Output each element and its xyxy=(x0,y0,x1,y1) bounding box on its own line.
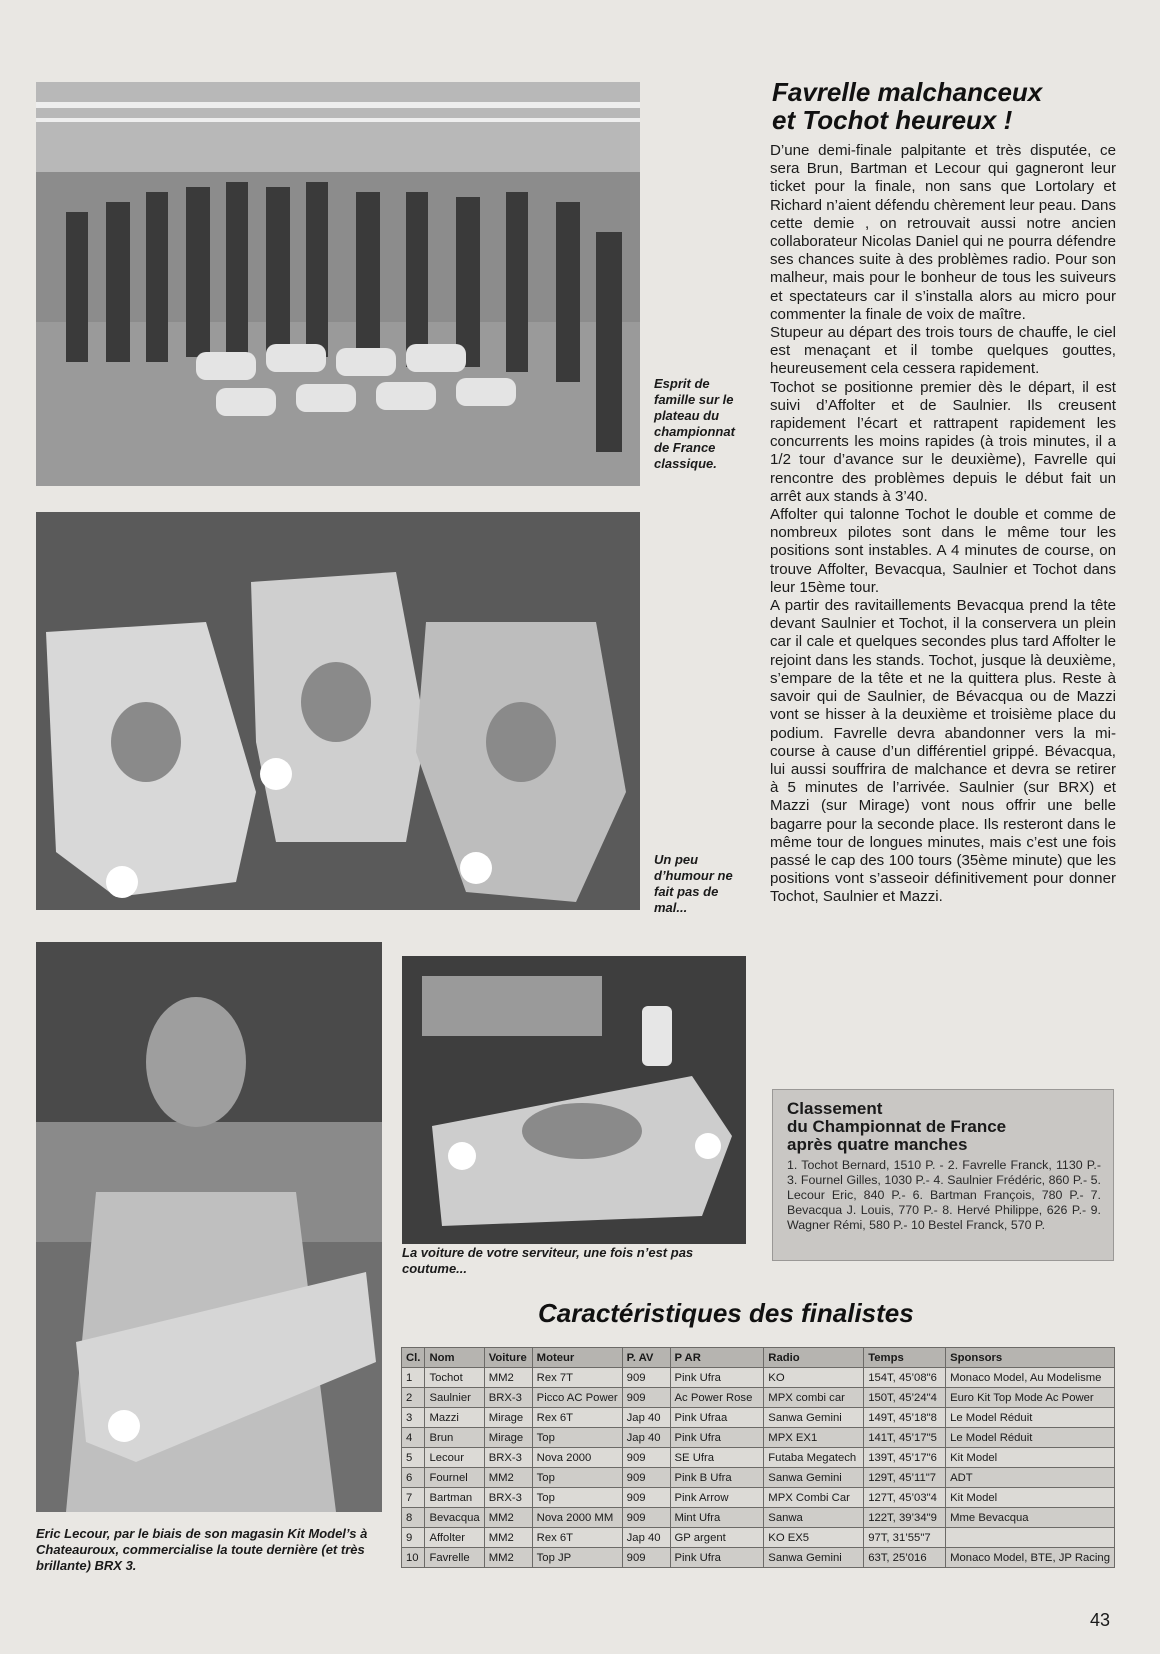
table-cell: Kit Model xyxy=(946,1448,1115,1468)
table-cell: 5 xyxy=(402,1448,425,1468)
table-cell xyxy=(946,1528,1115,1548)
article-paragraph: A partir des ravitaillements Bevacqua prend la tête devant Saulnier et Tochot, il la conservera un plein car il cale et quelques secondes plus tard Affolter le rejoint dans les stands. Tochot, jusque là deuxième, s’empare de la tête et ne la quittera plus. Reste à savoir qui de Saulnier, de Bévacqua ou de Mazzi vont se hisser à la deuxième et troisième place du podium. Favrelle devra abandonner vers la mi-course à cause d’un différentiel grippé. Bévacqua, lui aussi souffrira de malchance et devra se retirer à 5 minutes de l’arrivée. Saulnier (sur BRX) et Mazzi (sur Mirage) vont nous offrir une belle bagarre pour la seconde place. Ils resteront dans le même tour de longues minutes, mais c’est une fois passé le cap des 100 tours (35ème minute) que les positions vont s’asseoir définitivement pour donner Tochot, Saulnier et Mazzi. xyxy=(770,597,1116,906)
table-cell: Rex 7T xyxy=(532,1368,622,1388)
table-cell: Jap 40 xyxy=(622,1528,670,1548)
table-cell: MM2 xyxy=(484,1528,532,1548)
table-row xyxy=(402,1448,1115,1468)
table-cell: 9 xyxy=(402,1528,425,1548)
table-cell: 129T, 45’11"7 xyxy=(864,1468,946,1488)
table-cell: 150T, 45’24"4 xyxy=(864,1388,946,1408)
table-cell: MM2 xyxy=(484,1508,532,1528)
table-cell: Fournel xyxy=(425,1468,484,1488)
table-cell: Pink Ufra xyxy=(670,1368,764,1388)
table-cell: Lecour xyxy=(425,1448,484,1468)
table-cell: 149T, 45’18"8 xyxy=(864,1408,946,1428)
table-cell: 4 xyxy=(402,1428,425,1448)
table-cell: Affolter xyxy=(425,1528,484,1548)
table-cell: BRX-3 xyxy=(484,1488,532,1508)
table-row xyxy=(402,1388,1115,1408)
table-cell: Favrelle xyxy=(425,1548,484,1568)
table-header-cell: Voiture xyxy=(484,1348,532,1368)
table-header-cell: P AR xyxy=(670,1348,764,1368)
photo-cars xyxy=(36,512,640,910)
table-cell: SE Ufra xyxy=(670,1448,764,1468)
table-cell: 10 xyxy=(402,1548,425,1568)
table-cell: BRX-3 xyxy=(484,1388,532,1408)
table-cell: 127T, 45’03"4 xyxy=(864,1488,946,1508)
classement-box xyxy=(772,1089,1114,1261)
table-cell: Brun xyxy=(425,1428,484,1448)
table-cell: 97T, 31’55"7 xyxy=(864,1528,946,1548)
table-cell: 8 xyxy=(402,1508,425,1528)
table-cell: Sanwa xyxy=(764,1508,864,1528)
table-header-cell: Radio xyxy=(764,1348,864,1368)
table-cell: Rex 6T xyxy=(532,1528,622,1548)
article-body xyxy=(770,142,1116,907)
table-cell: Nova 2000 MM xyxy=(532,1508,622,1528)
table-cell: 909 xyxy=(622,1388,670,1408)
table-cell: Futaba Megatech xyxy=(764,1448,864,1468)
table-cell: MPX Combi Car xyxy=(764,1488,864,1508)
table-cell: Top xyxy=(532,1488,622,1508)
table-cell: Pink Ufra xyxy=(670,1428,764,1448)
table-cell: Tochot xyxy=(425,1368,484,1388)
table-cell: 909 xyxy=(622,1448,670,1468)
table-header-cell: Temps xyxy=(864,1348,946,1368)
caption-photo2: Un peu d’humour ne fait pas de mal... xyxy=(654,852,733,915)
finalists-table xyxy=(401,1347,1115,1568)
table-cell: Nova 2000 xyxy=(532,1448,622,1468)
photo-group xyxy=(36,82,640,486)
table-cell: Top xyxy=(532,1428,622,1448)
table-cell: Monaco Model, BTE, JP Racing xyxy=(946,1548,1115,1568)
table-cell: 909 xyxy=(622,1488,670,1508)
article-paragraph: D’une demi-finale palpitante et très disputée, ce sera Brun, Bartman et Lecour qui gagneront leur ticket pour la finale, non sans que Lortolary et Richard n’aient défendu chèrement leur peau. Dans cette demie , on retrouvait aussi notre ancien collaborateur Nicolas Daniel qui ne pourra défendre ses chances suite à des problèmes radio. Pour son malheur, mais pour le bonheur de tous les suiveurs et spectateurs car il s’installa alors au micro pour commenter la finale de voix de maître. xyxy=(770,142,1116,323)
table-cell: MM2 xyxy=(484,1468,532,1488)
table-cell: 3 xyxy=(402,1408,425,1428)
table-header-cell: Cl. xyxy=(402,1348,425,1368)
table-cell: ADT xyxy=(946,1468,1115,1488)
table-header-row xyxy=(402,1348,1115,1368)
table-row xyxy=(402,1528,1115,1548)
table-row xyxy=(402,1468,1115,1488)
table-cell: Top JP xyxy=(532,1548,622,1568)
caption-photo1: Esprit de famille sur le plateau du championnat de France classique. xyxy=(654,376,735,471)
table-row xyxy=(402,1368,1115,1388)
table-cell: 909 xyxy=(622,1468,670,1488)
table-cell: Euro Kit Top Mode Ac Power xyxy=(946,1388,1115,1408)
table-cell: 141T, 45’17"5 xyxy=(864,1428,946,1448)
table-cell: Rex 6T xyxy=(532,1408,622,1428)
table-cell: Le Model Réduit xyxy=(946,1428,1115,1448)
classement-title xyxy=(787,1100,1101,1154)
table-cell: MM2 xyxy=(484,1368,532,1388)
caption-photo3: Eric Lecour, par le biais de son magasin Kit Model’s à Chateauroux, commercialise la toute dernière (et très brillante) BRX 3. xyxy=(36,1526,368,1573)
table-header-cell: Sponsors xyxy=(946,1348,1115,1368)
table-cell: 139T, 45’17"6 xyxy=(864,1448,946,1468)
table-row xyxy=(402,1548,1115,1568)
table-cell: 63T, 25’016 xyxy=(864,1548,946,1568)
article-paragraph: Affolter qui talonne Tochot le double et comme de nombreux pilotes sont dans le même tour les positions sont instables. A 4 minutes de course, on trouve Affolter, Bevacqua, Saulnier et Tochot dans leur 15ème tour. xyxy=(770,506,1116,596)
table-cell: Jap 40 xyxy=(622,1408,670,1428)
table-header-cell: P. AV xyxy=(622,1348,670,1368)
table-cell: 6 xyxy=(402,1468,425,1488)
article-paragraph: Stupeur au départ des trois tours de chauffe, le ciel est menaçant et il tombe quelques gouttes, heureusement cela cessera rapidement. xyxy=(770,324,1116,378)
table-cell: Pink Ufraa xyxy=(670,1408,764,1428)
table-cell: 1 xyxy=(402,1368,425,1388)
table-cell: Jap 40 xyxy=(622,1428,670,1448)
classement-title-line-1: Classement xyxy=(787,1099,883,1118)
table-cell: Kit Model xyxy=(946,1488,1115,1508)
table-cell: Monaco Model, Au Modelisme xyxy=(946,1368,1115,1388)
table-cell: Pink Arrow xyxy=(670,1488,764,1508)
table-cell: Top xyxy=(532,1468,622,1488)
headline-line-2: et Tochot heureux ! xyxy=(772,105,1013,135)
table-cell: 2 xyxy=(402,1388,425,1408)
photo-lecour xyxy=(36,942,382,1512)
table-cell: Saulnier xyxy=(425,1388,484,1408)
table-cell: 154T, 45’08"6 xyxy=(864,1368,946,1388)
table-cell: Mirage xyxy=(484,1428,532,1448)
table-cell: KO xyxy=(764,1368,864,1388)
table-cell: Sanwa Gemini xyxy=(764,1468,864,1488)
table-cell: Sanwa Gemini xyxy=(764,1408,864,1428)
table-header-cell: Moteur xyxy=(532,1348,622,1368)
table-cell: Bevacqua xyxy=(425,1508,484,1528)
article-paragraph: Tochot se positionne premier dès le départ, il est suivi d’Affolter et de Saulnier. Ils creusent rapidement l’écart et rattrapent rapidement les concurrents les moins rapides (à trois minutes, il a 1/2 tour d’avance sur le deuxième), Favrelle qui rencontre des problèmes depuis le début fait un arrêt aux stands à 3’40. xyxy=(770,378,1116,505)
table-row xyxy=(402,1508,1115,1528)
table-cell: Mint Ufra xyxy=(670,1508,764,1528)
table-cell: Le Model Réduit xyxy=(946,1408,1115,1428)
page-number: 43 xyxy=(1090,1610,1111,1630)
table-cell: Mazzi xyxy=(425,1408,484,1428)
table-cell: MPX combi car xyxy=(764,1388,864,1408)
table-cell: Sanwa Gemini xyxy=(764,1548,864,1568)
table-cell: 909 xyxy=(622,1548,670,1568)
caption-photo4: La voiture de votre serviteur, une fois n’est pas coutume... xyxy=(402,1245,694,1276)
table-cell: 7 xyxy=(402,1488,425,1508)
table-cell: BRX-3 xyxy=(484,1448,532,1468)
table-cell: Bartman xyxy=(425,1488,484,1508)
classement-title-line-3: après quatre manches xyxy=(787,1135,968,1154)
table-row xyxy=(402,1408,1115,1428)
headline-line-1: Favrelle malchanceux xyxy=(772,77,1043,107)
table-row xyxy=(402,1428,1115,1448)
table-cell: 909 xyxy=(622,1508,670,1528)
table-cell: MPX EX1 xyxy=(764,1428,864,1448)
article-headline xyxy=(772,78,1102,134)
table-cell: Pink Ufra xyxy=(670,1548,764,1568)
table-cell: Mme Bevacqua xyxy=(946,1508,1115,1528)
table-cell: Picco AC Power xyxy=(532,1388,622,1408)
table-row xyxy=(402,1488,1115,1508)
table-header-cell: Nom xyxy=(425,1348,484,1368)
table-cell: Mirage xyxy=(484,1408,532,1428)
classement-text: 1. Tochot Bernard, 1510 P. - 2. Favrelle Franck, 1130 P.- 3. Fournel Gilles, 1030 P.- 4. Saulnier Frédéric, 860 P.- 5. Lecour Eric, 840 P.- 6. Bartman François, 780 P.- 7. Bevacqua J. Louis, 770 P.- 8. Hervé Philippe, 626 P.- 9. Wagner Rémi, 580 P.- 10 Bestel Franck, 570 P. xyxy=(787,1158,1101,1232)
table-cell: 122T, 39’34"9 xyxy=(864,1508,946,1528)
table-cell: Ac Power Rose xyxy=(670,1388,764,1408)
table-cell: GP argent xyxy=(670,1528,764,1548)
photo-author-car xyxy=(402,956,746,1244)
table-cell: Pink B Ufra xyxy=(670,1468,764,1488)
table-cell: 909 xyxy=(622,1368,670,1388)
table-cell: KO EX5 xyxy=(764,1528,864,1548)
table-title: Caractéristiques des finalistes xyxy=(538,1298,914,1328)
table-cell: MM2 xyxy=(484,1548,532,1568)
classement-title-line-2: du Championnat de France xyxy=(787,1117,1007,1136)
